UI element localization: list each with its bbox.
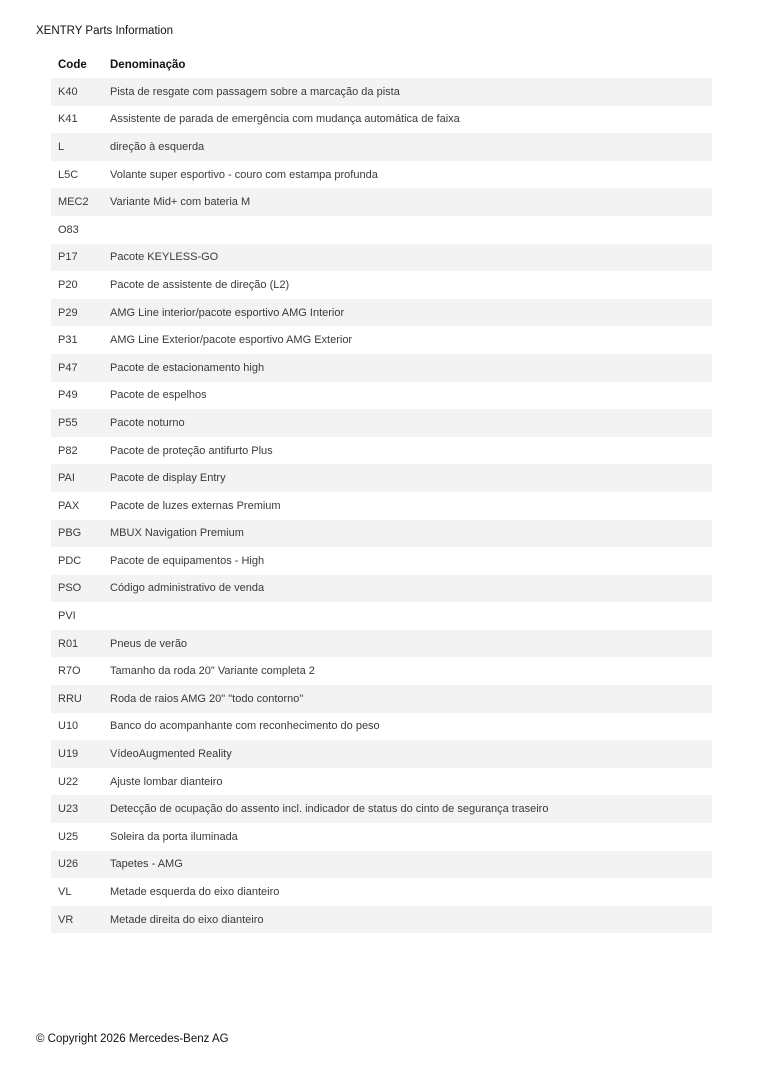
part-description-cell: MBUX Navigation Premium bbox=[110, 520, 712, 548]
part-code-cell: L bbox=[51, 133, 110, 161]
part-code-cell: U25 bbox=[51, 823, 110, 851]
table-row bbox=[51, 795, 712, 823]
part-code-cell: P31 bbox=[51, 326, 110, 354]
part-description-cell: Assistente de parada de emergência com mudança automática de faixa bbox=[110, 106, 712, 134]
part-description-cell: Pacote de espelhos bbox=[110, 382, 712, 410]
table-row bbox=[51, 464, 712, 492]
table-row bbox=[51, 78, 712, 106]
table-row bbox=[51, 492, 712, 520]
copyright-footer: © Copyright 2026 Mercedes-Benz AG bbox=[36, 1033, 229, 1045]
part-description-cell bbox=[110, 216, 712, 244]
table-row bbox=[51, 740, 712, 768]
part-code-cell: PDC bbox=[51, 547, 110, 575]
column-header-code: Code bbox=[58, 58, 87, 71]
part-description-cell: Pacote de assistente de direção (L2) bbox=[110, 271, 712, 299]
table-row bbox=[51, 630, 712, 658]
table-row bbox=[51, 547, 712, 575]
part-description-cell: Detecção de ocupação do assento incl. indicador de status do cinto de segurança traseiro bbox=[110, 795, 712, 823]
table-row bbox=[51, 906, 712, 934]
part-description-cell: Pneus de verão bbox=[110, 630, 712, 658]
part-code-cell: PSO bbox=[51, 575, 110, 603]
part-description-cell: Pacote KEYLESS-GO bbox=[110, 244, 712, 272]
table-row bbox=[51, 823, 712, 851]
table-row bbox=[51, 188, 712, 216]
table-row bbox=[51, 382, 712, 410]
part-code-cell: U23 bbox=[51, 795, 110, 823]
table-row bbox=[51, 326, 712, 354]
part-description-cell: Pacote de estacionamento high bbox=[110, 354, 712, 382]
part-code-cell: R01 bbox=[51, 630, 110, 658]
table-body bbox=[51, 78, 712, 933]
part-description-cell: Banco do acompanhante com reconhecimento do peso bbox=[110, 713, 712, 741]
part-code-cell: PAX bbox=[51, 492, 110, 520]
part-code-cell: U22 bbox=[51, 768, 110, 796]
part-description-cell: direção à esquerda bbox=[110, 133, 712, 161]
part-description-cell: Código administrativo de venda bbox=[110, 575, 712, 603]
table-row bbox=[51, 657, 712, 685]
part-code-cell: U10 bbox=[51, 713, 110, 741]
table-row bbox=[51, 161, 712, 189]
table-row bbox=[51, 271, 712, 299]
table-header-row bbox=[51, 51, 712, 78]
table-row bbox=[51, 685, 712, 713]
part-code-cell: PVI bbox=[51, 602, 110, 630]
part-description-cell: Soleira da porta iluminada bbox=[110, 823, 712, 851]
part-code-cell: P47 bbox=[51, 354, 110, 382]
part-description-cell: Roda de raios AMG 20" "todo contorno" bbox=[110, 685, 712, 713]
part-code-cell: L5C bbox=[51, 161, 110, 189]
part-code-cell: VR bbox=[51, 906, 110, 934]
column-header-description: Denominação bbox=[110, 58, 186, 71]
part-description-cell: Tapetes - AMG bbox=[110, 851, 712, 879]
part-description-cell: Metade esquerda do eixo dianteiro bbox=[110, 878, 712, 906]
part-code-cell: P20 bbox=[51, 271, 110, 299]
part-description-cell: Metade direita do eixo dianteiro bbox=[110, 906, 712, 934]
part-code-cell: P29 bbox=[51, 299, 110, 327]
table-row bbox=[51, 437, 712, 465]
page-title: XENTRY Parts Information bbox=[36, 25, 173, 37]
table-row bbox=[51, 575, 712, 603]
part-description-cell: Volante super esportivo - couro com estampa profunda bbox=[110, 161, 712, 189]
part-description-cell: Ajuste lombar dianteiro bbox=[110, 768, 712, 796]
part-description-cell: Tamanho da roda 20" Variante completa 2 bbox=[110, 657, 712, 685]
table-row bbox=[51, 768, 712, 796]
table-row bbox=[51, 354, 712, 382]
part-code-cell: MEC2 bbox=[51, 188, 110, 216]
part-description-cell bbox=[110, 602, 712, 630]
part-code-cell: U26 bbox=[51, 851, 110, 879]
part-description-cell: Pacote noturno bbox=[110, 409, 712, 437]
part-code-cell: R7O bbox=[51, 657, 110, 685]
part-code-cell: P55 bbox=[51, 409, 110, 437]
table-row bbox=[51, 133, 712, 161]
part-description-cell: VídeoAugmented Reality bbox=[110, 740, 712, 768]
table-row bbox=[51, 878, 712, 906]
part-description-cell: AMG Line interior/pacote esportivo AMG Interior bbox=[110, 299, 712, 327]
table-row bbox=[51, 216, 712, 244]
part-code-cell: VL bbox=[51, 878, 110, 906]
parts-table bbox=[51, 51, 712, 933]
part-description-cell: Pacote de luzes externas Premium bbox=[110, 492, 712, 520]
table-row bbox=[51, 244, 712, 272]
table-row bbox=[51, 299, 712, 327]
part-code-cell: RRU bbox=[51, 685, 110, 713]
part-code-cell: O83 bbox=[51, 216, 110, 244]
part-description-cell: AMG Line Exterior/pacote esportivo AMG Exterior bbox=[110, 326, 712, 354]
part-description-cell: Pista de resgate com passagem sobre a marcação da pista bbox=[110, 78, 712, 106]
part-code-cell: K40 bbox=[51, 78, 110, 106]
table-row bbox=[51, 409, 712, 437]
part-code-cell: U19 bbox=[51, 740, 110, 768]
part-description-cell: Pacote de equipamentos - High bbox=[110, 547, 712, 575]
part-code-cell: PAI bbox=[51, 464, 110, 492]
table-row bbox=[51, 602, 712, 630]
part-code-cell: P17 bbox=[51, 244, 110, 272]
part-code-cell: P49 bbox=[51, 382, 110, 410]
part-code-cell: PBG bbox=[51, 520, 110, 548]
part-description-cell: Pacote de proteção antifurto Plus bbox=[110, 437, 712, 465]
part-code-cell: K41 bbox=[51, 106, 110, 134]
table-row bbox=[51, 713, 712, 741]
part-description-cell: Variante Mid+ com bateria M bbox=[110, 188, 712, 216]
table-row bbox=[51, 520, 712, 548]
table-row bbox=[51, 106, 712, 134]
part-description-cell: Pacote de display Entry bbox=[110, 464, 712, 492]
table-row bbox=[51, 851, 712, 879]
part-code-cell: P82 bbox=[51, 437, 110, 465]
